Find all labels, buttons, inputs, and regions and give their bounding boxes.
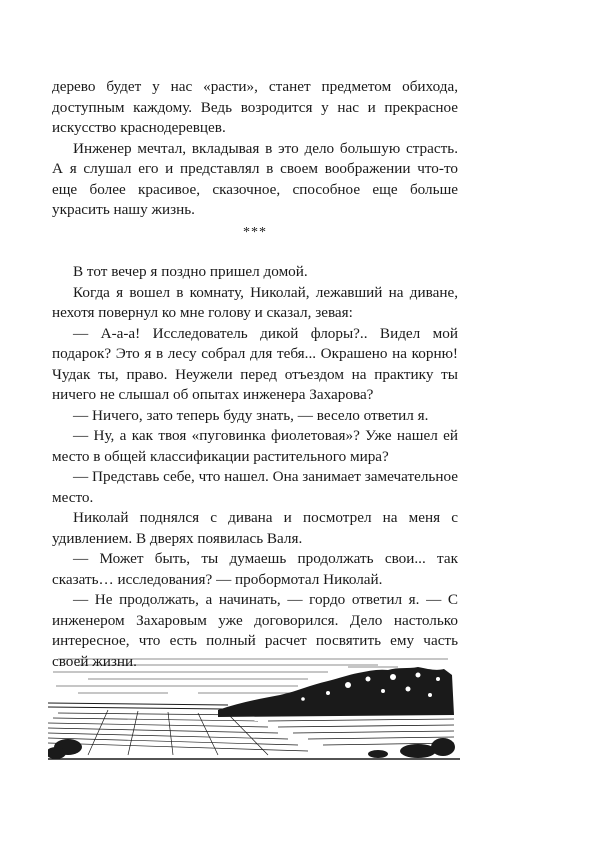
text-block-main bbox=[52, 262, 458, 672]
paragraph-continued: дерево будет у нас «расти», станет предметом обихода, доступным каждому. Ведь возродится у нас и прекрасное искусство краснодеревцев. bbox=[52, 78, 458, 136]
dialogue-line: — Не продолжать, а начинать, — гордо ответил я. — С инженером Захаровым уже договорился. Дело настолько интересное, что есть полный расчет посвятить ему часть своей жизни. bbox=[52, 591, 458, 670]
text-block-top bbox=[52, 77, 458, 221]
paragraph: Инженер мечтал, вкладывая в это дело большую страсть. А я слушал его и представлял в своем воображении что-то еще более красивое, сказочное, способное еще больше украсить нашу жизнь. bbox=[52, 139, 458, 218]
distant-horizon bbox=[48, 703, 228, 709]
dialogue-line: — А-а-а! Исследователь дикой флоры?.. Видел мой подарок? Это я в лесу собрал для тебя... Окрашено на корню! Чудак ты, право. Неужели перед отъездом на практику ты ничего не слышал об опытах инженера Захарова? bbox=[52, 324, 458, 403]
paragraph: Когда я вошел в комнату, Николай, лежавший на диване, нехотя повернул ко мне голову и сказал, зевая: bbox=[52, 283, 458, 321]
dialogue-line: — Ну, а как твоя «пуговинка фиолетовая»? Уже нашел ей место в общей классификации растительного мира? bbox=[52, 427, 458, 465]
dialogue-line: — Представь себе, что нашел. Она занимает замечательное место. bbox=[52, 468, 458, 506]
field-furrows bbox=[48, 710, 308, 755]
section-divider: *** bbox=[243, 225, 267, 240]
dialogue-line: — Ничего, зато теперь буду знать, — весело ответил я. bbox=[73, 406, 429, 424]
paragraph: В тот вечер я поздно пришел домой. bbox=[73, 263, 308, 280]
landscape-illustration bbox=[48, 655, 460, 760]
bushes bbox=[48, 738, 455, 759]
dialogue-line: — Может быть, ты думаешь продолжать свои... так сказать… исследования? — пробормотал Николай. bbox=[52, 550, 458, 588]
paragraph: Николай поднялся с дивана и посмотрел на меня с удивлением. В дверях появилась Валя. bbox=[52, 509, 458, 547]
meadow-foreground bbox=[268, 719, 454, 745]
